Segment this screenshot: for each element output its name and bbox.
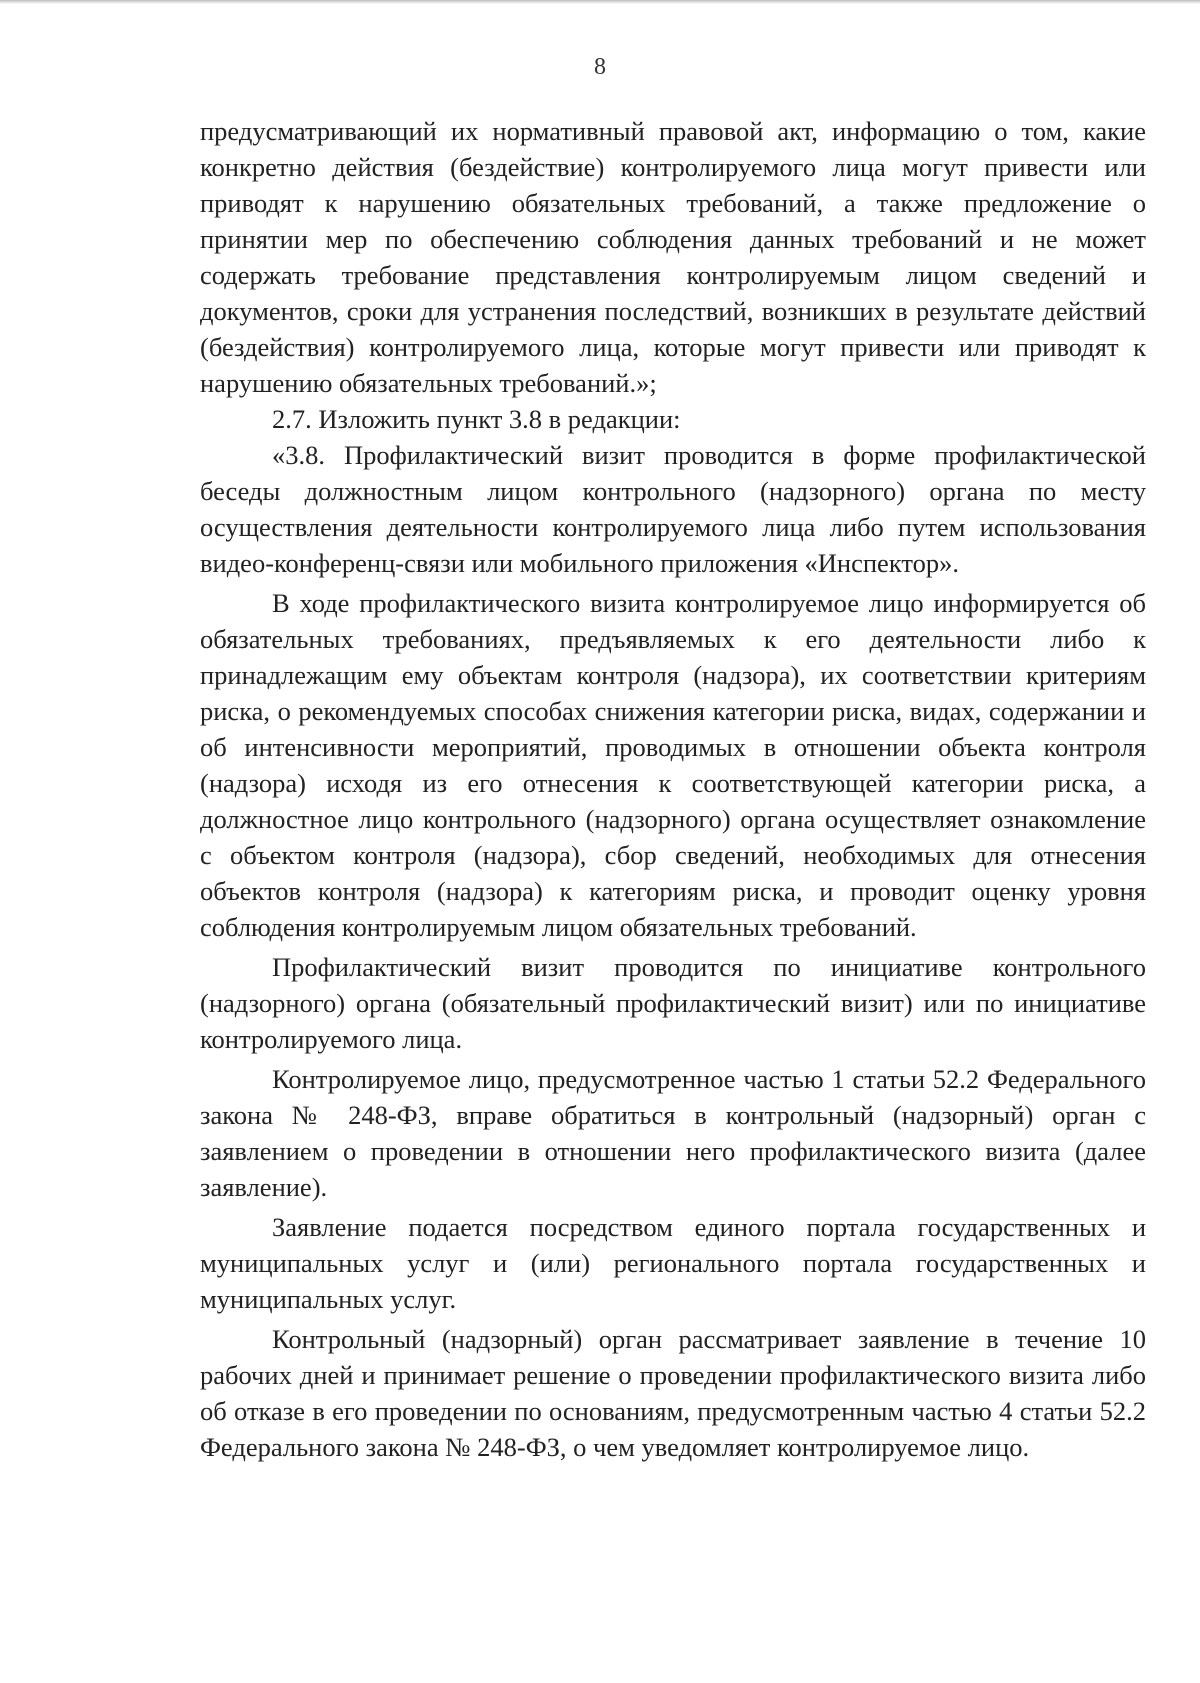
paragraph-continuation: предусматривающий их нормативный правовой акт, информацию о том, какие конкретно действия (бездействие) контролируемого лица могут привести или приводят к нарушению обязательных требований, а также предложение о принятии мер по обеспечению соблюдения данных требований и не может содержать требование представления контролируемым лицом сведений и документов, сроки для устранения последствий, возникших в результате действий (бездействия) контролируемого лица, которые могут привести или приводят к нарушению обязательных требований.»; <box>200 116 1146 398</box>
paragraph-controlled-person: Контролируемое лицо, предусмотренное частью 1 статьи 52.2 Федерального закона № 248-ФЗ, вправе обратиться в контрольный (надзорный) орган с заявлением о проведении в отношении него профилактического визита (далее заявление). <box>200 1064 1146 1202</box>
page-number: 8 <box>594 54 606 80</box>
document-body <box>200 113 1146 1465</box>
paragraph-item-2-7: 2.7. Изложить пункт 3.8 в редакции: <box>272 404 681 434</box>
paragraph-initiative: Профилактический визит проводится по инициативе контрольного (надзорного) органа (обязательный профилактический визит) или по инициативе контролируемого лица. <box>200 952 1146 1054</box>
paragraph-application: Заявление подается посредством единого портала государственных и муниципальных услуг и (или) регионального портала государственных и муниципальных услуг. <box>200 1212 1146 1314</box>
paragraph-item-3-8: «3.8. Профилактический визит проводится в форме профилактической беседы должностным лицом контрольного (надзорного) органа по месту осуществления деятельности контролируемого лица либо путем использования видео-конференц-связи или мобильного приложения «Инспектор». <box>200 440 1146 578</box>
paragraph-visit-course: В ходе профилактического визита контролируемое лицо информируется об обязательных требованиях, предъявляемых к его деятельности либо к принадлежащим ему объектам контроля (надзора), их соответствии критериям риска, о рекомендуемых способах снижения категории риска, видах, содержании и об интенсивности мероприятий, проводимых в отношении объекта контроля (надзора) исходя из его отнесения к соответствующей категории риска, а должностное лицо контрольного (надзорного) органа осуществляет ознакомление с объектом контроля (надзора), сбор сведений, необходимых для отнесения объектов контроля (надзора) к категориям риска, и проводит оценку уровня соблюдения контролируемым лицом обязательных требований. <box>200 588 1146 942</box>
paragraph-review: Контрольный (надзорный) орган рассматривает заявление в течение 10 рабочих дней и принимает решение о проведении профилактического визита либо об отказе в его проведении по основаниям, предусмотренным частью 4 статьи 52.2 Федерального закона № 248-ФЗ, о чем уведомляет контролируемое лицо. <box>200 1324 1146 1462</box>
